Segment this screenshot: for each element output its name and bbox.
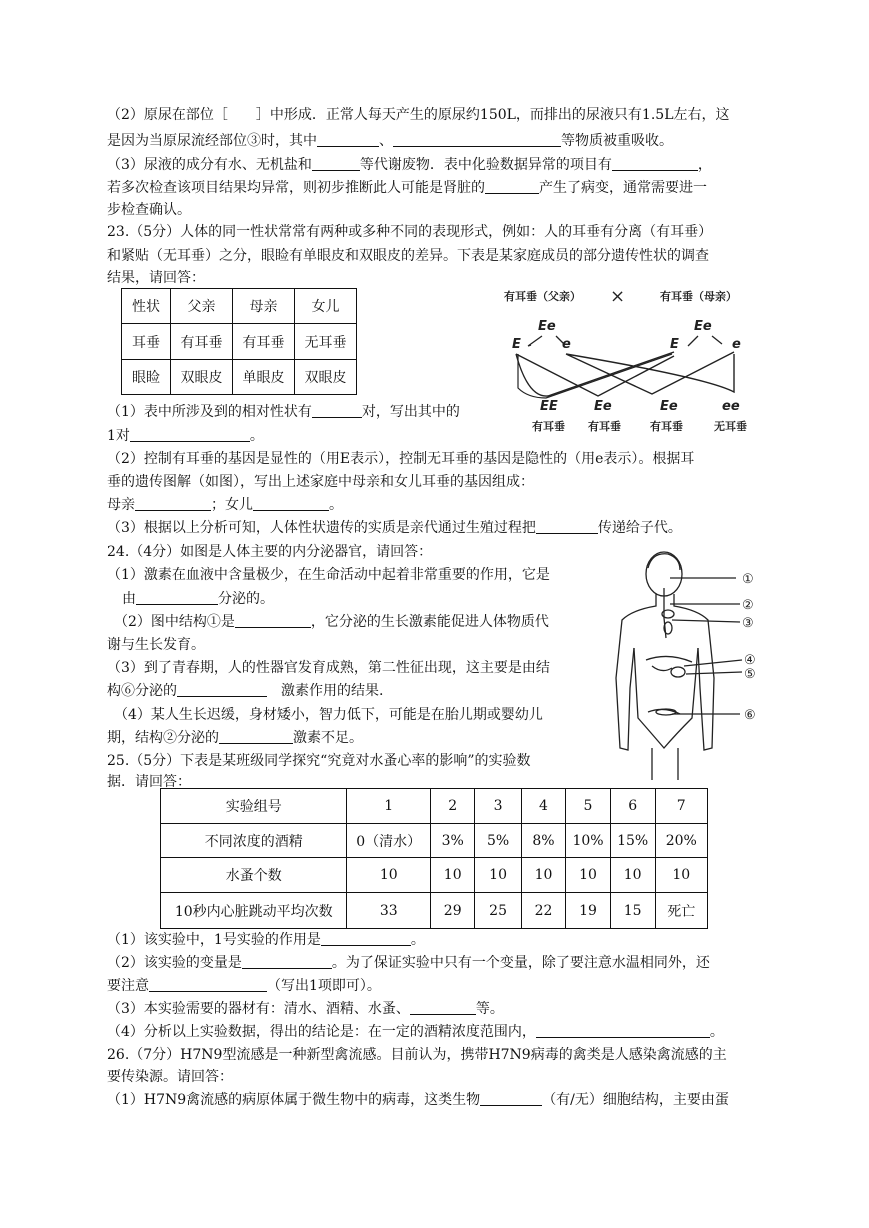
text-line: （3）尿液的成分有水、无机盐和 等代谢废物．表中化验数据异常的项目有 ， <box>107 157 712 173</box>
table-cell: 双眼皮 <box>295 360 357 395</box>
text-line: （1）该实验中，1号实验的作用是 。 <box>107 932 425 948</box>
table-cell: 耳垂 <box>122 324 171 360</box>
endocrine-diagram <box>612 548 772 780</box>
table-cell: 5% <box>475 824 521 858</box>
table-cell: 0（清水） <box>347 824 431 858</box>
mother-label: 有耳垂（母亲） <box>660 290 737 303</box>
table-cell: 双眼皮 <box>171 360 233 395</box>
table-cell: 水蚤个数 <box>161 858 347 893</box>
offspring-genotype: ee <box>722 399 740 414</box>
table-header: 性状 <box>122 289 171 324</box>
text-line: 是因为当原尿流经部位③时，其中 、 等物质被重吸收。 <box>107 133 673 149</box>
table-cell: 29 <box>430 893 474 929</box>
text-line: 据．请回答： <box>107 774 191 790</box>
label-5: ⑤ <box>744 667 756 682</box>
text-line: 由 分泌的。 <box>122 591 274 607</box>
table-cell: 10 <box>566 858 611 893</box>
question-26: 26.（7分）H7N9型流感是一种新型禽流感。目前认为，携带H7N9病毒的禽类是人感染禽流感的主 <box>107 1047 727 1063</box>
text-line: 1对 。 <box>107 428 264 444</box>
table-cell: 15 <box>610 893 655 929</box>
father-genotype: Ee <box>538 319 556 334</box>
label-1: ① <box>742 572 754 587</box>
father-label: 有耳垂（父亲） <box>504 290 581 303</box>
table-cell: 10 <box>655 858 708 893</box>
text-line: 期，结构②分泌的 激素不足。 <box>107 730 363 746</box>
table-cell: 8% <box>521 824 565 858</box>
text-line: （1）表中所涉及到的相对性状有 对，写出其中的 <box>107 404 460 420</box>
table-header: 6 <box>610 789 655 824</box>
text-line: 要注意 （写出1项即可）。 <box>107 978 381 994</box>
table-header: 3 <box>475 789 521 824</box>
table-cell: 3% <box>430 824 474 858</box>
table-header: 7 <box>655 789 708 824</box>
text-line: （4）某人生长迟缓，身材矮小，智力低下，可能是在胎儿期或婴幼儿 <box>114 707 543 723</box>
text-line: 步检查确认。 <box>107 202 191 218</box>
table-cell: 15% <box>610 824 655 858</box>
text-line: 若多次检查该项目结果均异常，则初步推断此人可能是肾脏的 产生了病变，通常需要进一 <box>107 180 707 196</box>
question-25: 25.（5分）下表是某班级同学探究“究竟对水蚤心率的影响”的实验数 <box>107 753 531 769</box>
text-line: （4）分析以上实验数据，得出的结论是：在一定的酒精浓度范围内， 。 <box>107 1024 724 1040</box>
mother-genotype: Ee <box>694 319 712 334</box>
table-cell: 20% <box>655 824 708 858</box>
cross-lines <box>516 352 734 396</box>
offspring-phenotype: 无耳垂 <box>714 420 747 433</box>
table-cell: 10 <box>475 858 521 893</box>
text-line: （1）H7N9禽流感的病原体属于微生物中的病毒，这类生物 （有/无）细胞结构，主要由蛋 <box>107 1092 729 1108</box>
offspring-genotype: Ee <box>594 399 612 414</box>
table-header: 2 <box>430 789 474 824</box>
table-cell: 有耳垂 <box>171 324 233 360</box>
table-header: 5 <box>566 789 611 824</box>
table-cell: 10 <box>521 858 565 893</box>
table-cell: 10秒内心脏跳动平均次数 <box>161 893 347 929</box>
text-line: （3）到了青春期，人的性器官发育成熟，第二性征出现，这主要是由结 <box>107 660 550 676</box>
table-cell: 眼睑 <box>122 360 171 395</box>
text-line: 和紧贴（无耳垂）之分，眼睑有单眼皮和双眼皮的差异。下表是某家庭成员的部分遗传性状的调查 <box>107 248 709 264</box>
table-cell: 10 <box>610 858 655 893</box>
offspring-phenotype: 有耳垂 <box>588 420 621 433</box>
text-line: （2）控制有耳垂的基因是显性的（用E表示），控制无耳垂的基因是隐性的（用e表示）。根据耳 <box>107 451 695 467</box>
cross-symbol: × <box>610 288 626 307</box>
offspring-phenotype: 有耳垂 <box>650 420 683 433</box>
table-header: 女儿 <box>295 289 357 324</box>
offspring-genotype: EE <box>540 399 558 414</box>
offspring-genotype: Ee <box>660 399 678 414</box>
genetics-diagram <box>498 288 768 440</box>
table-cell: 22 <box>521 893 565 929</box>
experiment-table <box>160 788 708 929</box>
table-header: 4 <box>521 789 565 824</box>
table-cell: 10 <box>430 858 474 893</box>
text-line: 要传染源。请回答： <box>107 1069 233 1085</box>
label-2: ② <box>742 598 754 613</box>
table-header: 父亲 <box>171 289 233 324</box>
text-line: 母亲 ；女儿 。 <box>107 497 343 513</box>
text-line: （3）根据以上分析可知，人体性状遗传的实质是亲代通过生殖过程把 传递给子代。 <box>107 520 682 536</box>
table-cell: 有耳垂 <box>233 324 295 360</box>
text-line: 结果，请回答： <box>107 270 205 286</box>
gamete: E <box>512 337 521 352</box>
table-cell: 10 <box>347 858 431 893</box>
table-header: 实验组号 <box>161 789 347 824</box>
trait-table <box>121 288 357 395</box>
text-line: 构⑥分泌的 激素作用的结果. <box>107 683 384 699</box>
table-cell: 25 <box>475 893 521 929</box>
table-cell: 无耳垂 <box>295 324 357 360</box>
text-line: （3）本实验需要的器材有：清水、酒精、水蚤、 等。 <box>107 1001 504 1017</box>
label-4: ④ <box>744 653 756 668</box>
text-line: （2）图中结构①是 ，它分泌的生长激素能促进人体物质代 <box>114 614 549 630</box>
label-6: ⑥ <box>744 708 756 723</box>
question-23: 23.（5分）人体的同一性状常常有两种或多种不同的表现形式，例如：人的耳垂有分离（有耳垂） <box>107 224 713 240</box>
label-3: ③ <box>742 616 754 631</box>
table-cell: 死亡 <box>655 893 708 929</box>
question-24: 24.（4分）如图是人体主要的内分泌器官，请回答： <box>107 544 433 560</box>
text-line: 谢与生长发育。 <box>107 637 205 653</box>
table-cell: 单眼皮 <box>233 360 295 395</box>
table-cell: 19 <box>566 893 611 929</box>
text-line: （1）激素在血液中含量极少，在生命活动中起着非常重要的作用，它是 <box>107 567 550 583</box>
text-line: 垂的遗传图解（如图），写出上述家庭中母亲和女儿耳垂的基因组成： <box>107 474 534 490</box>
table-cell: 10% <box>566 824 611 858</box>
gamete: e <box>562 337 571 352</box>
table-header: 母亲 <box>233 289 295 324</box>
table-header: 1 <box>347 789 431 824</box>
table-cell: 33 <box>347 893 431 929</box>
gamete: E <box>670 337 679 352</box>
text-line: （2）原尿在部位［ ］中形成．正常人每天产生的原尿约150L，而排出的尿液只有1.5L左右，这 <box>107 107 730 123</box>
offspring-phenotype: 有耳垂 <box>532 420 565 433</box>
table-cell: 不同浓度的酒精 <box>161 824 347 858</box>
gamete: e <box>732 337 741 352</box>
text-line: （2）该实验的变量是 。为了保证实验中只有一个变量，除了要注意水温相同外，还 <box>107 955 710 971</box>
